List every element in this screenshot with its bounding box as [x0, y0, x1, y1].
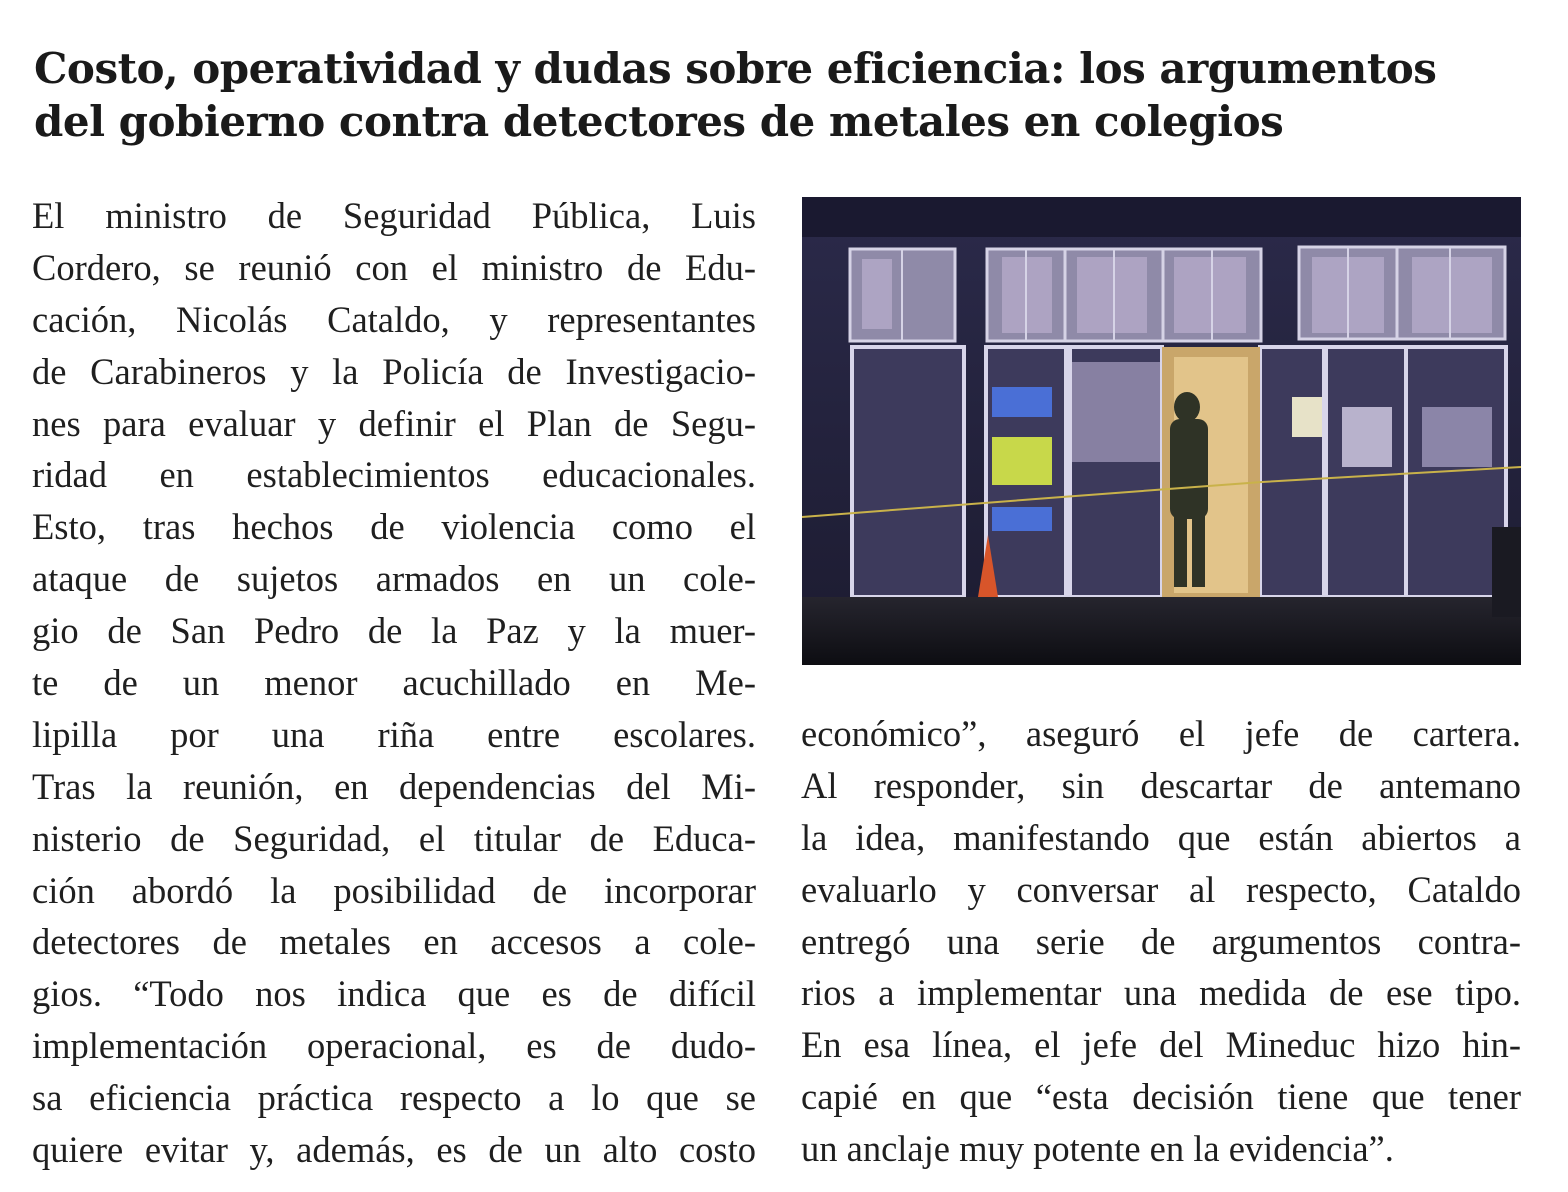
school-entrance-night-photo-icon: [802, 197, 1521, 665]
headline-line-1: Costo, operatividad y dudas sobre eficiencia: los argumentos: [34, 44, 1437, 93]
body-line: capié en que “esta decisión tiene que tener: [801, 1076, 1521, 1118]
body-line: Cordero, se reunió con el ministro de Edu-: [32, 246, 756, 288]
article-photo: [802, 197, 1521, 665]
body-line: implementación operacional, es de dudo-: [32, 1025, 756, 1067]
body-line: gio de San Pedro de la Paz y la muer-: [32, 610, 756, 652]
article-headline: [34, 42, 1534, 148]
body-line: ción abordó la posibilidad de incorporar: [32, 869, 756, 911]
body-line: un anclaje muy potente en la evidencia”.: [801, 1128, 1394, 1170]
body-line: lipilla por una riña entre escolares.: [32, 713, 756, 755]
body-line: la idea, manifestando que están abiertos a: [801, 816, 1521, 858]
body-line: nisterio de Seguridad, el titular de Educa-: [32, 817, 756, 859]
body-line: Esto, tras hechos de violencia como el: [32, 506, 756, 548]
body-line: de Carabineros y la Policía de Investigacio-: [32, 350, 756, 392]
body-line: sa eficiencia práctica respecto a lo que se: [32, 1077, 756, 1119]
body-line: entregó una serie de argumentos contra-: [801, 920, 1521, 962]
body-line: evaluarlo y conversar al respecto, Cataldo: [801, 868, 1521, 910]
headline-line-2: del gobierno contra detectores de metales en colegios: [34, 97, 1284, 146]
body-line: quiere evitar y, además, es de un alto costo: [32, 1129, 756, 1171]
article-body-left-column: [32, 190, 756, 1176]
article-body-right-column: [801, 708, 1521, 1175]
body-line: te de un menor acuchillado en Me-: [32, 662, 756, 704]
body-line: detectores de metales en accesos a cole-: [32, 921, 756, 963]
body-line: cación, Nicolás Cataldo, y representantes: [32, 298, 756, 340]
body-line: económico”, aseguró el jefe de cartera.: [801, 713, 1521, 754]
body-line: El ministro de Seguridad Pública, Luis: [32, 195, 756, 236]
body-line: ataque de sujetos armados en un cole-: [32, 558, 756, 600]
body-line: Al responder, sin descartar de antemano: [801, 764, 1521, 806]
body-line: ridad en establecimientos educacionales.: [32, 454, 756, 496]
body-line: En esa línea, el jefe del Mineduc hizo hin-: [801, 1024, 1521, 1066]
body-line: gios. “Todo nos indica que es de difícil: [32, 973, 756, 1015]
body-line: rios a implementar una medida de ese tipo.: [801, 972, 1521, 1014]
body-line: Tras la reunión, en dependencias del Mi-: [32, 765, 756, 807]
body-line: nes para evaluar y definir el Plan de Segu-: [32, 402, 756, 444]
